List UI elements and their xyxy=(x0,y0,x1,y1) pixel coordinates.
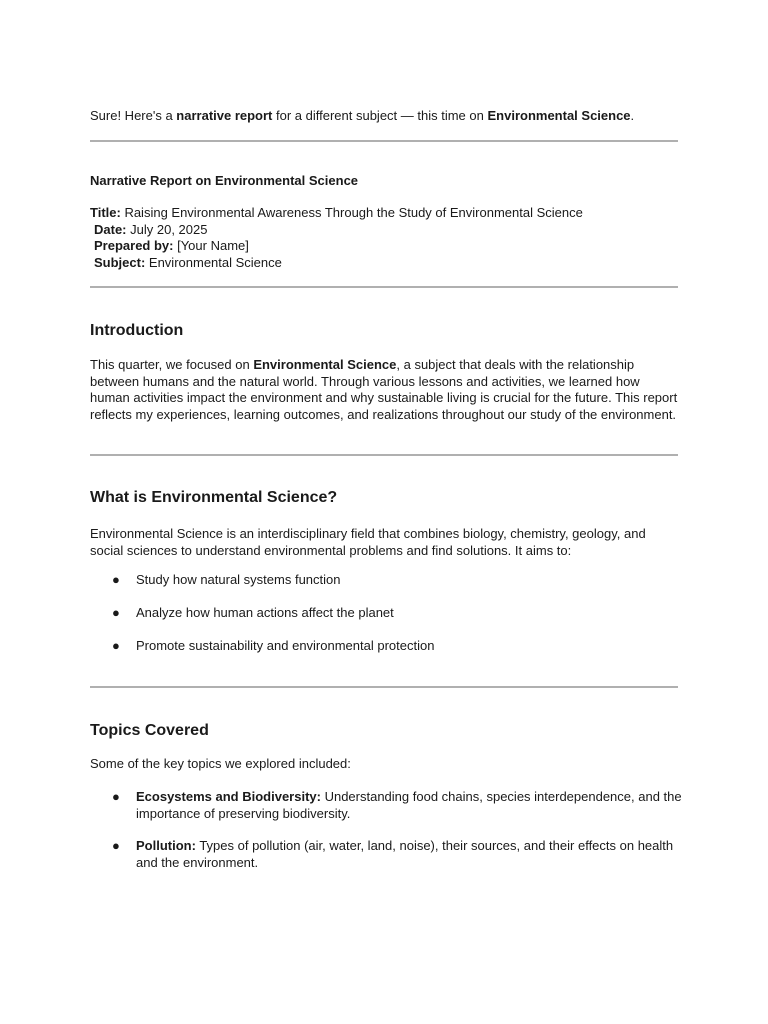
heading-introduction: Introduction xyxy=(90,322,184,339)
meta-title xyxy=(90,205,682,222)
label: Ecosystems and Biodiversity: xyxy=(136,789,321,804)
value: July 20, 2025 xyxy=(126,221,208,237)
heading-topics: Topics Covered xyxy=(90,722,209,739)
value: Environmental Science xyxy=(145,254,282,270)
text: Sure! Here's a xyxy=(90,108,177,123)
text: Types of pollution (air, water, land, noise), their sources, and their effects on health and the environment. xyxy=(136,838,674,870)
intro-line xyxy=(90,108,682,125)
bold-text: Environmental Science xyxy=(487,108,631,123)
text: . xyxy=(630,108,635,123)
value: Raising Environmental Awareness Through the Study of Environmental Science xyxy=(120,205,583,220)
bold-text: Environmental Science xyxy=(253,357,397,372)
text: , a subject that deals with the relationship between humans and the natural world. Through various lessons and activities, we learned how human activities impact the environment and why sustainable living is crucial for the future. This report reflects my experiences, learning outcomes, and realizations throughout our study of the environment. xyxy=(90,357,678,422)
list-item-text xyxy=(136,789,682,822)
introduction-paragraph xyxy=(90,357,682,423)
list-item xyxy=(112,789,682,822)
divider xyxy=(90,686,678,688)
bullet-icon: ● xyxy=(112,838,120,853)
label: Subject: xyxy=(94,254,146,270)
label: Date: xyxy=(94,221,127,237)
meta-subject xyxy=(90,255,682,272)
meta-prepared-by xyxy=(90,238,682,255)
bullet-icon: ● xyxy=(112,572,120,587)
topics-lead: Some of the key topics we explored included: xyxy=(90,756,351,771)
divider xyxy=(90,140,678,142)
bullet-icon: ● xyxy=(112,789,120,804)
what-is-paragraph: Environmental Science is an interdisciplinary field that combines biology, chemistry, geology, and social sciences to understand environmental problems and find solutions. It aims to: xyxy=(90,526,646,558)
list-item-text: Analyze how human actions affect the planet xyxy=(136,605,394,620)
text: This quarter, we focused on xyxy=(90,357,254,372)
list-item xyxy=(112,838,682,871)
report-meta xyxy=(90,205,682,271)
divider xyxy=(90,286,678,288)
list-item-text: Promote sustainability and environmental protection xyxy=(136,638,435,653)
value: [Your Name] xyxy=(173,238,249,253)
list-item xyxy=(112,605,682,622)
heading-what-is: What is Environmental Science? xyxy=(90,489,338,506)
list-item xyxy=(112,572,682,589)
report-title: Narrative Report on Environmental Science xyxy=(90,173,359,188)
bullet-icon: ● xyxy=(112,638,120,653)
list-item xyxy=(112,638,682,655)
bullet-icon: ● xyxy=(112,605,120,620)
label: Title: xyxy=(90,205,121,220)
text: Understanding food chains, species interdependence, and the importance of preserving biodiversity. xyxy=(136,789,682,821)
text: for a different subject — this time on xyxy=(272,108,488,123)
label: Prepared by: xyxy=(94,238,174,253)
list-item-text: Study how natural systems function xyxy=(136,572,341,587)
divider xyxy=(90,454,678,456)
meta-date xyxy=(90,222,682,239)
list-item-text xyxy=(136,838,682,871)
bold-text: narrative report xyxy=(176,108,273,123)
label: Pollution: xyxy=(136,838,196,853)
